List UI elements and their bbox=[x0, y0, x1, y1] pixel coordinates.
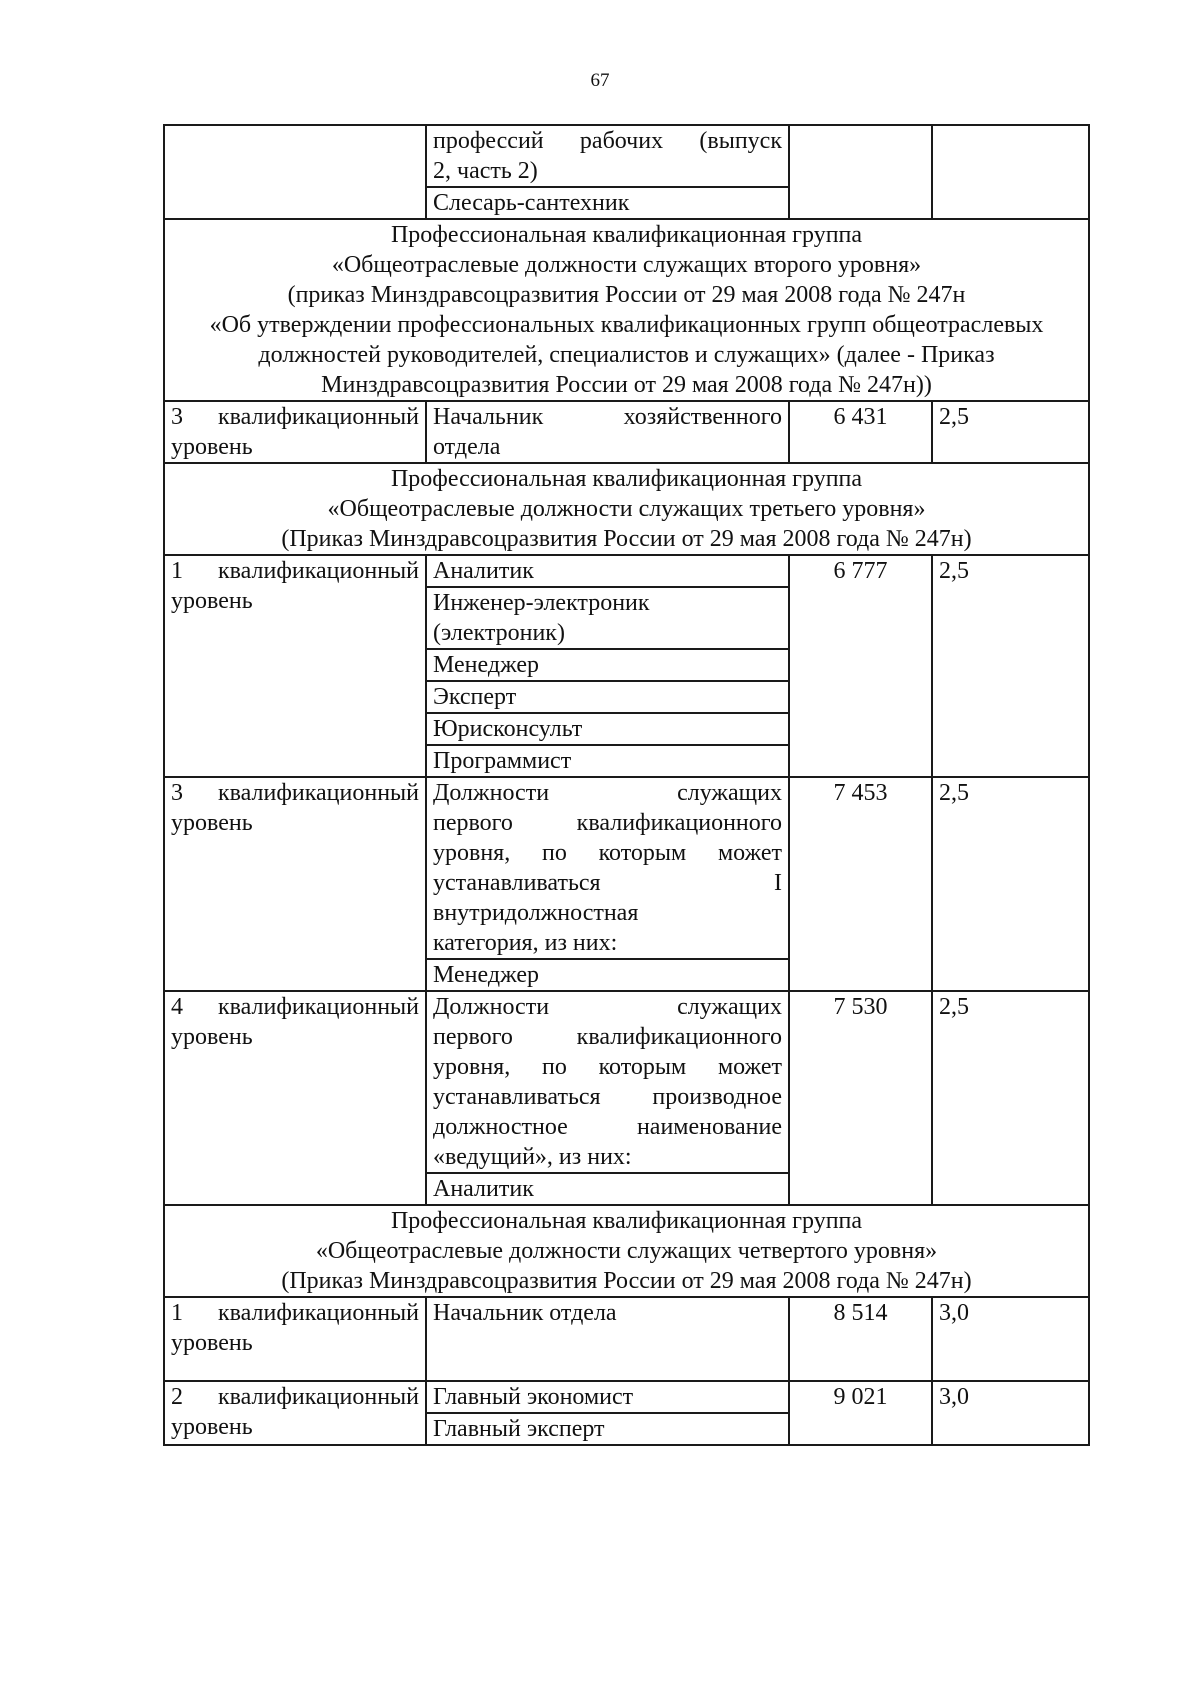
salary-amount: 6 777 bbox=[789, 555, 932, 777]
coefficient: 2,5 bbox=[932, 555, 1089, 777]
position-line: Юрисконсульт bbox=[433, 716, 583, 742]
position-item bbox=[427, 1173, 788, 1204]
position-line: Должности служащих bbox=[433, 780, 782, 806]
position-line: Инженер-электроник bbox=[433, 590, 650, 616]
level-row bbox=[164, 777, 1089, 991]
position-line: уровня, по которым может bbox=[433, 1054, 782, 1080]
salary-amount: 8 514 bbox=[789, 1297, 932, 1381]
intro-line: 2, часть 2) bbox=[433, 158, 538, 184]
qualification-level-cell bbox=[164, 555, 426, 777]
position-line: первого квалификационного bbox=[433, 810, 782, 836]
group-title-line: должностей руководителей, специалистов и служащих» (далее - Приказ bbox=[258, 342, 995, 368]
intro-row bbox=[164, 125, 1089, 219]
group-header-row bbox=[164, 1205, 1089, 1297]
position-line: отдела bbox=[433, 434, 501, 460]
salary-amount: 9 021 bbox=[789, 1381, 932, 1445]
position-item bbox=[427, 681, 788, 713]
position-line: должностное наименование bbox=[433, 1114, 782, 1140]
qualification-level-number: 1 квалификационный bbox=[171, 1300, 419, 1326]
position-item bbox=[427, 1413, 788, 1444]
salary-amount: 7 530 bbox=[789, 991, 932, 1205]
qualification-level-cell bbox=[164, 1297, 426, 1381]
position-item bbox=[427, 959, 788, 990]
qualification-level-number: 4 квалификационный bbox=[171, 994, 419, 1020]
qualification-level-number: 3 квалификационный bbox=[171, 404, 419, 430]
qualification-level-cell bbox=[164, 401, 426, 463]
salary-amount: 7 453 bbox=[789, 777, 932, 991]
qualification-level-word: уровень bbox=[171, 588, 253, 614]
coefficient: 2,5 bbox=[932, 991, 1089, 1205]
position-item bbox=[427, 778, 788, 959]
level-row bbox=[164, 1381, 1089, 1445]
position-item bbox=[427, 1298, 788, 1328]
position-line: Аналитик bbox=[433, 558, 534, 584]
intro-positions-cell bbox=[426, 125, 789, 219]
group-title-line: «Общеотраслевые должности служащих третьего уровня» bbox=[327, 496, 926, 522]
group-title-line: Профессиональная квалификационная группа bbox=[390, 1208, 863, 1234]
position-item bbox=[427, 713, 788, 745]
group-title-line: Профессиональная квалификационная группа bbox=[390, 466, 863, 492]
positions-cell bbox=[426, 1381, 789, 1445]
intro-item: Слесарь-сантехник bbox=[427, 187, 788, 218]
position-line: первого квалификационного bbox=[433, 1024, 782, 1050]
salary-amount: 6 431 bbox=[789, 401, 932, 463]
position-line: Программист bbox=[433, 748, 572, 774]
position-line: устанавливаться I bbox=[433, 870, 782, 896]
qualification-level-cell bbox=[164, 1381, 426, 1445]
position-line: Главный эксперт bbox=[433, 1416, 605, 1442]
position-item bbox=[427, 402, 788, 462]
qualification-level-word: уровень bbox=[171, 434, 253, 460]
coefficient: 2,5 bbox=[932, 777, 1089, 991]
position-line: (электроник) bbox=[433, 620, 565, 646]
level-row bbox=[164, 555, 1089, 777]
qualification-level-cell bbox=[164, 991, 426, 1205]
qualification-level-word: уровень bbox=[171, 1024, 253, 1050]
salary-table bbox=[163, 124, 1090, 1446]
group-title bbox=[164, 219, 1089, 401]
positions-cell bbox=[426, 777, 789, 991]
level-row bbox=[164, 401, 1089, 463]
position-line: Главный экономист bbox=[433, 1384, 634, 1410]
position-line: Должности служащих bbox=[433, 994, 782, 1020]
position-line: категория, из них: bbox=[433, 930, 618, 956]
position-line: Аналитик bbox=[433, 1176, 534, 1202]
qualification-level-cell bbox=[164, 777, 426, 991]
intro-coef-cell bbox=[932, 125, 1089, 219]
qualification-level-number: 1 квалификационный bbox=[171, 558, 419, 584]
group-title bbox=[164, 463, 1089, 555]
group-title bbox=[164, 1205, 1089, 1297]
intro-line: профессий рабочих (выпуск bbox=[433, 128, 782, 154]
qualification-level-word: уровень bbox=[171, 1414, 253, 1440]
positions-cell bbox=[426, 401, 789, 463]
group-header-row bbox=[164, 463, 1089, 555]
group-title-line: «Об утверждении профессиональных квалификационных групп общеотраслевых bbox=[209, 312, 1044, 338]
group-title-line: (приказ Минздравсоцразвития России от 29 мая 2008 года № 247н bbox=[287, 282, 966, 308]
position-item bbox=[427, 649, 788, 681]
intro-level-cell bbox=[164, 125, 426, 219]
position-item bbox=[427, 1382, 788, 1413]
intro-amount-cell bbox=[789, 125, 932, 219]
positions-cell bbox=[426, 991, 789, 1205]
group-title-line: «Общеотраслевые должности служащих четвертого уровня» bbox=[315, 1238, 938, 1264]
position-item bbox=[427, 992, 788, 1173]
position-item bbox=[427, 556, 788, 587]
group-title-line: (Приказ Минздравсоцразвития России от 29 мая 2008 года № 247н) bbox=[281, 526, 972, 552]
positions-cell bbox=[426, 555, 789, 777]
position-line: Менеджер bbox=[433, 652, 539, 678]
positions-cell bbox=[426, 1297, 789, 1381]
group-title-line: «Общеотраслевые должности служащих второго уровня» bbox=[331, 252, 922, 278]
group-header-row bbox=[164, 219, 1089, 401]
position-line: Начальник хозяйственного bbox=[433, 404, 782, 430]
position-line: устанавливаться производное bbox=[433, 1084, 782, 1110]
group-title-line: Профессиональная квалификационная группа bbox=[390, 222, 863, 248]
group-title-line: (Приказ Минздравсоцразвития России от 29 мая 2008 года № 247н) bbox=[281, 1268, 972, 1294]
position-line: внутридолжностная bbox=[433, 900, 639, 926]
level-row bbox=[164, 1297, 1089, 1381]
coefficient: 3,0 bbox=[932, 1381, 1089, 1445]
qualification-level-number: 2 квалификационный bbox=[171, 1384, 419, 1410]
group-title-line: Минздравсоцразвития России от 29 мая 2008 года № 247н)) bbox=[321, 372, 932, 398]
level-row bbox=[164, 991, 1089, 1205]
position-line: уровня, по которым может bbox=[433, 840, 782, 866]
page-number: 67 bbox=[590, 70, 610, 91]
qualification-level-word: уровень bbox=[171, 1330, 253, 1356]
position-item bbox=[427, 587, 788, 649]
coefficient: 2,5 bbox=[932, 401, 1089, 463]
coefficient: 3,0 bbox=[932, 1297, 1089, 1381]
position-line: Начальник отдела bbox=[433, 1300, 617, 1326]
position-item bbox=[427, 745, 788, 776]
qualification-level-number: 3 квалификационный bbox=[171, 780, 419, 806]
position-line: Менеджер bbox=[433, 962, 539, 988]
qualification-level-word: уровень bbox=[171, 810, 253, 836]
position-line: «ведущий», из них: bbox=[433, 1144, 632, 1170]
position-line: Эксперт bbox=[433, 684, 517, 710]
